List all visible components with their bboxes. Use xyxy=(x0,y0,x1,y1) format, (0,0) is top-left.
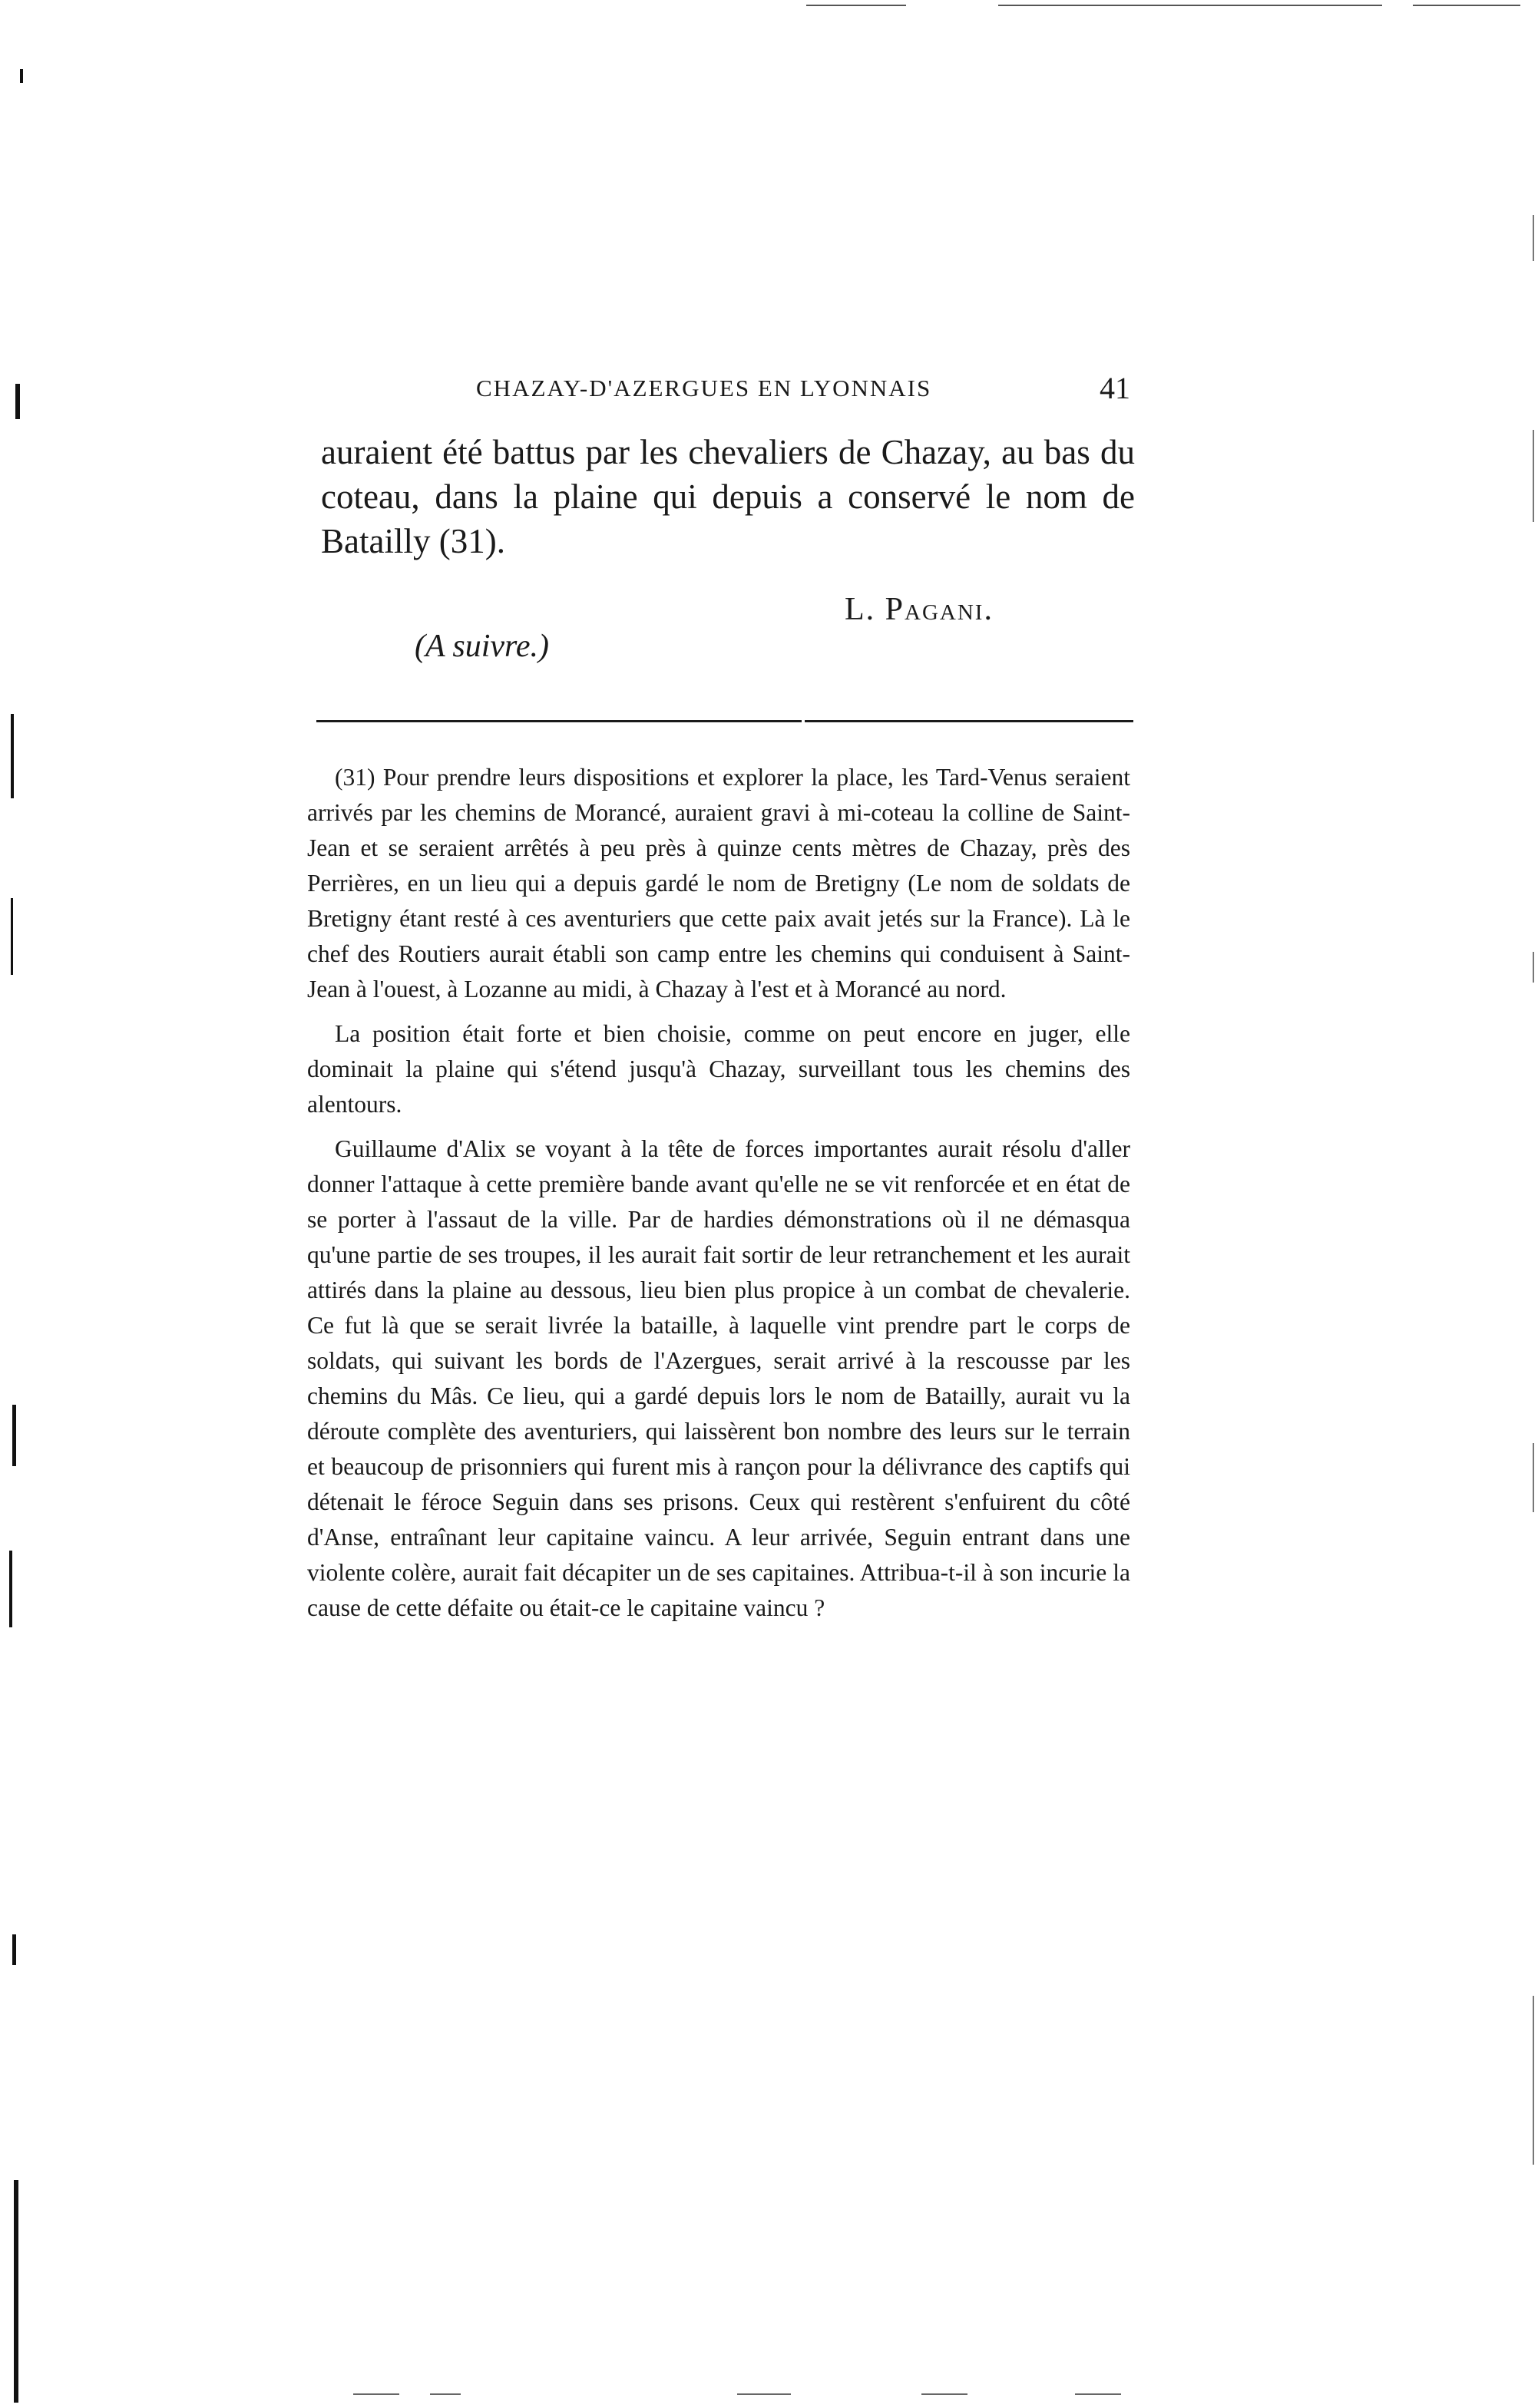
scan-artifact-right-edge xyxy=(1533,952,1534,983)
footnote-separator-rule xyxy=(805,720,1133,722)
scan-artifact-right-edge xyxy=(1533,1443,1534,1512)
to-be-continued: (A suivre.) xyxy=(415,629,549,664)
scan-artifact-left-mark xyxy=(9,1551,12,1627)
scan-artifact-left-mark xyxy=(15,384,20,419)
scan-artifact-left-mark xyxy=(11,714,14,798)
scan-artifact-bottom-line xyxy=(737,2393,791,2395)
footnote-paragraph: (31) Pour prendre leurs dispositions et explorer la place, les Tard-Venus seraient arrivés par les chemins de Morancé, auraient gravi à mi-coteau la colline de Saint-Jean et se seraient arrêtés à peu près à quinze cents mètres de Chazay, près des Perrières, en un lieu qui a depuis gardé le nom de Bretigny (Le nom de soldats de Bretigny étant resté à ces aventuriers que cette paix avait jetés sur la France). Là le chef des Routiers aurait établi son camp entre les chemins qui conduisent à Saint-Jean à l'ouest, à Lozanne au midi, à Chazay à l'est et à Morancé au nord. xyxy=(307,764,1130,1003)
author-signature xyxy=(845,591,994,628)
footnote xyxy=(307,760,1130,1635)
scan-artifact-left-mark xyxy=(14,2180,18,2403)
page-number: 41 xyxy=(1100,371,1130,405)
scan-artifact-right-edge xyxy=(1533,430,1534,522)
scan-artifact-right-edge xyxy=(1533,1996,1534,2165)
body-paragraph: auraient été battus par les chevaliers de Chazay, au bas du coteau, dans la plaine qui depuis a conservé le nom de Batailly (31). xyxy=(321,433,1135,560)
running-header: CHAZAY-D'AZERGUES EN LYONNAIS xyxy=(476,375,932,401)
scan-artifact-top-line xyxy=(1413,5,1520,6)
scan-artifact-bottom-line xyxy=(353,2393,399,2395)
scan-artifact-top-line xyxy=(806,5,906,6)
scan-artifact-left-mark xyxy=(12,1405,16,1466)
author-name: Pagani. xyxy=(885,592,994,627)
scan-artifact-bottom-line xyxy=(921,2393,967,2395)
scan-artifact-bottom-line xyxy=(430,2393,461,2395)
scan-artifact-bottom-line xyxy=(1075,2393,1121,2395)
author-initial: L. xyxy=(845,592,885,627)
footnote-separator-rule xyxy=(316,720,802,722)
scan-artifact-left-mark xyxy=(20,69,23,83)
footnote-paragraph: Guillaume d'Alix se voyant à la tête de forces importantes aurait résolu d'aller donner l'attaque à cette première bande avant qu'elle ne se vit renforcée et en état de se porter à l'assaut de la ville. Par de hardies démonstrations où il ne démasqua qu'une partie de ses troupes, il les aurait fait sortir de leur retranchement et les aurait attirés dans la plaine au dessous, lieu bien plus propice à un combat de chevalerie. Ce fut là que se serait livrée la bataille, à laquelle vint prendre part le corps de soldats, qui suivant les bords de l'Azergues, serait arrivé à la rescousse par les chemins du Mâs. Ce lieu, qui a gardé depuis lors le nom de Batailly, aurait vu la déroute complète des aventuriers, qui laissèrent bon nombre des leurs sur le terrain et beaucoup de prisonniers qui furent mis à rançon pour la délivrance des captifs qui détenait le féroce Seguin dans ses prisons. Ceux qui restèrent s'enfuirent du côté d'Anse, entraînant leur capitaine vaincu. A leur arrivée, Seguin entrant dans une violente colère, aurait fait décapiter un de ses capitaines. Attribua-t-il à son incurie la cause de cette défaite ou était-ce le capitaine vaincu ? xyxy=(307,1135,1130,1621)
scan-artifact-top-line xyxy=(998,5,1382,6)
scan-artifact-left-mark xyxy=(11,898,13,975)
footnote-paragraph: La position était forte et bien choisie, comme on peut encore en juger, elle dominait la plaine qui s'étend jusqu'à Chazay, surveillant tous les chemins des alentours. xyxy=(307,1020,1130,1118)
scan-artifact-left-mark xyxy=(12,1934,16,1965)
scan-artifact-right-edge xyxy=(1533,215,1534,261)
